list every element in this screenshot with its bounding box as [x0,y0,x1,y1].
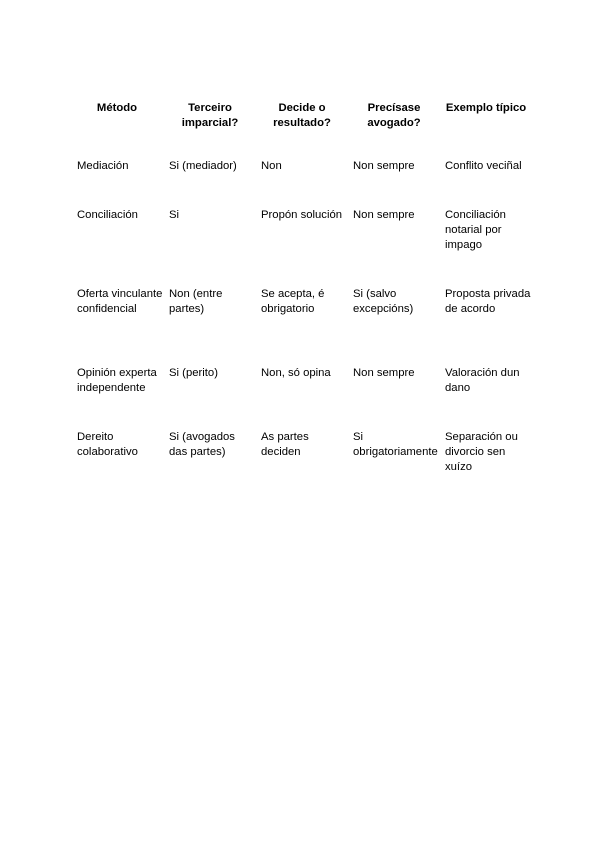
table-cell: Se acepta, é obrigatorio [261,288,325,315]
header-decide-resultado: Decide o resultado? [273,102,331,129]
table-cell: Non (entre partes) [169,288,223,315]
table-cell: Si (salvo excepcións) [353,288,414,315]
table-cell: Conciliación notarial por impago [445,209,506,251]
table-cell: As partes deciden [261,431,309,458]
adr-comparison-table [72,101,532,490]
table-cell: Oferta vinculante confidencial [77,288,163,315]
table-cell: Mediación [77,160,129,172]
table-cell: Propón solución [261,209,343,221]
table-cell: Si (avogados das partes) [169,431,235,458]
table-header-row [72,101,532,159]
table-cell: Separación ou divorcio sen xuízo [445,431,518,473]
table-cell: Non, só opina [261,367,331,379]
table-cell: Non sempre [353,209,415,221]
table-cell: Valoración dun dano [445,367,520,394]
table-cell: Proposta privada de acordo [445,288,531,315]
table-cell: Non sempre [353,160,415,172]
table-cell: Non [261,160,282,172]
table-cell: Non sempre [353,367,415,379]
header-metodo: Método [96,102,138,114]
header-exemplo-tipico: Exemplo típico [445,102,527,114]
table-cell: Conflito veciñal [445,160,522,172]
table-cell: Si obrigatoriamente [353,431,438,458]
table-row [72,366,532,430]
table-row [72,159,532,208]
table-cell: Dereito colaborativo [77,431,138,458]
table-cell: Si (mediador) [169,160,237,172]
table-cell: Si (perito) [169,367,218,379]
table-row [72,287,532,366]
table-row [72,208,532,287]
table-cell: Si [169,209,180,221]
header-terceiro-imparcial: Terceiro imparcial? [181,102,239,129]
table-cell: Conciliación [77,209,138,221]
table-row [72,430,532,490]
table-cell: Opinión experta independente [77,367,157,394]
header-precisase-avogado: Precísase avogado? [367,102,421,129]
